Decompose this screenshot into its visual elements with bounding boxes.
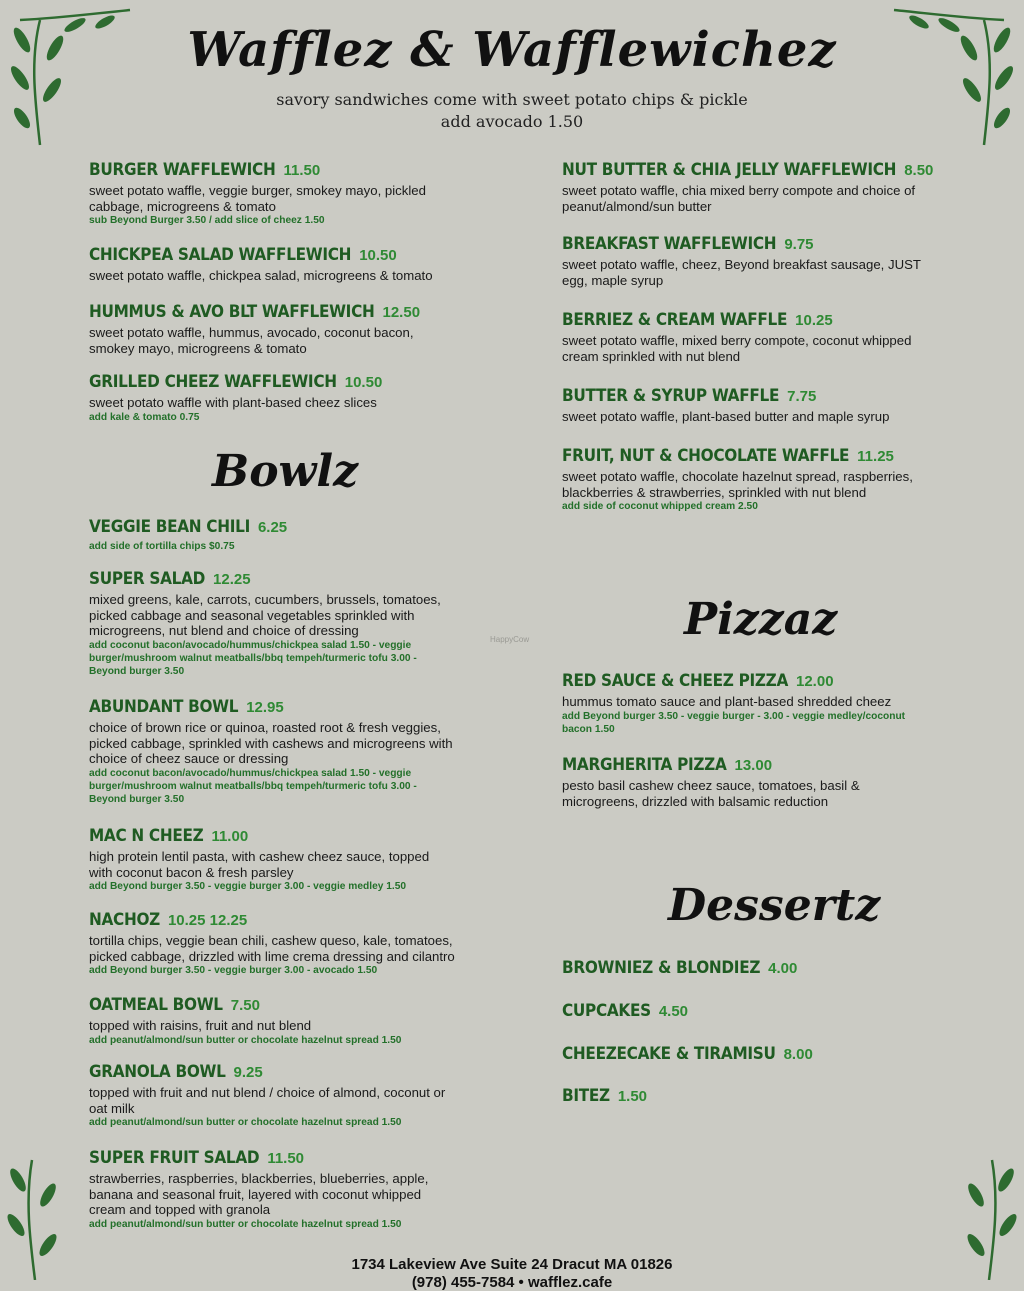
menu-item-price: 13.00 <box>734 757 773 774</box>
menu-item-addon: add side of coconut whipped cream 2.50 <box>562 501 758 512</box>
menu-item-header <box>89 995 489 1015</box>
menu-item-name: BURGER WAFFLEWICH <box>89 160 276 180</box>
menu-item-description: blackberries & strawberries, sprinkled with nut blend <box>562 484 867 500</box>
menu-item <box>562 234 962 288</box>
menu-item-description: picked cabbage, sprinkled with cashews and microgreens with <box>89 735 453 751</box>
menu-item <box>562 958 962 978</box>
menu-item-price: 11.00 <box>211 828 249 845</box>
menu-item-name: MAC N CHEEZ <box>89 826 204 846</box>
menu-item-addon: sub Beyond Burger 3.50 / add slice of cheez 1.50 <box>89 215 325 226</box>
section-title-pizzaz: Pizzaz <box>684 594 838 645</box>
menu-item-name: SUPER SALAD <box>89 569 206 589</box>
menu-item-description: smokey mayo, microgreens & tomato <box>89 340 307 356</box>
menu-item <box>562 1086 962 1106</box>
menu-item-name: BROWNIEZ & BLONDIEZ <box>562 958 761 978</box>
menu-item-description: mixed greens, kale, carrots, cucumbers, brussels, tomatoes, <box>89 592 441 607</box>
menu-item <box>89 910 489 977</box>
menu-item-description: high protein lentil pasta, with cashew cheez sauce, topped <box>89 849 430 864</box>
menu-item-name: BUTTER & SYRUP WAFFLE <box>562 386 780 406</box>
menu-item-description: sweet potato waffle, hummus, avocado, coconut bacon, <box>89 325 414 340</box>
menu-item-description: picked cabbage, drizzled with lime crema dressing and cilantro <box>89 948 455 964</box>
menu-item <box>562 1001 962 1021</box>
menu-item-header <box>89 517 489 537</box>
menu-item-name: VEGGIE BEAN CHILI <box>89 517 250 537</box>
menu-item-price: 10.25 12.25 <box>167 912 248 929</box>
menu-item-addon: Beyond burger 3.50 <box>89 793 185 805</box>
menu-item-addon: add peanut/almond/sun butter or chocolate hazelnut spread 1.50 <box>89 1218 402 1230</box>
menu-item-name: CUPCAKES <box>562 1001 651 1021</box>
menu-item-addon: add peanut/almond/sun butter or chocolate hazelnut spread 1.50 <box>89 1034 402 1046</box>
menu-item-header <box>89 372 489 392</box>
menu-item-price: 12.25 <box>213 571 251 588</box>
menu-item-addon: add kale & tomato 0.75 <box>89 411 200 423</box>
menu-item <box>562 446 962 513</box>
menu-item-price: 10.25 <box>795 312 833 329</box>
menu-item-header <box>562 386 962 406</box>
menu-item-description: hummus tomato sauce and plant-based shredded cheez <box>562 694 892 709</box>
menu-item-price: 12.50 <box>382 304 421 321</box>
menu-item-header <box>562 310 962 330</box>
menu-item-name: NUT BUTTER & CHIA JELLY WAFFLEWICH <box>562 160 897 180</box>
menu-item-name: BREAKFAST WAFFLEWICH <box>562 234 777 254</box>
menu-item-name: ABUNDANT BOWL <box>89 697 239 717</box>
menu-item-price: 10.50 <box>344 374 383 391</box>
menu-item-name: BERRIEZ & CREAM WAFFLE <box>562 310 788 330</box>
menu-item-price: 7.50 <box>230 997 260 1014</box>
menu-item-description: sweet potato waffle, plant-based butter and maple syrup <box>562 409 890 424</box>
menu-item-description: sweet potato waffle, chocolate hazelnut spread, raspberries, <box>562 469 913 484</box>
menu-item-description: sweet potato waffle, chickpea salad, microgreens & tomato <box>89 268 433 283</box>
menu-item-addon: add coconut bacon/avocado/hummus/chickpea salad 1.50 - veggie <box>89 639 412 651</box>
menu-item-description: with coconut bacon & fresh parsley <box>89 864 294 880</box>
menu-item-addon: add coconut bacon/avocado/hummus/chickpea salad 1.50 - veggie <box>89 767 412 779</box>
menu-item-header <box>562 671 962 691</box>
watermark: HappyCow <box>490 635 530 644</box>
menu-item-header <box>89 910 489 930</box>
menu-item-addon: burger/mushroom walnut meatballs/bbq tempeh/turmeric tofu 3.00 - <box>89 652 417 664</box>
menu-item-addon: bacon 1.50 <box>562 723 615 735</box>
menu-item <box>89 1062 489 1129</box>
menu-item-description: microgreens, drizzled with balsamic reduction <box>562 793 829 809</box>
menu-item-header <box>89 1148 489 1168</box>
subtitle: savory sandwiches come with sweet potato chips & pickle <box>276 90 748 109</box>
menu-item-price: 6.25 <box>257 519 288 536</box>
menu-item-description: microgreens, nut blend and choice of dressing <box>89 623 359 638</box>
menu-item-description: sweet potato waffle with plant-based cheez slices <box>89 395 377 410</box>
menu-item-header <box>562 1086 962 1106</box>
menu-item-name: FRUIT, NUT & CHOCOLATE WAFFLE <box>562 446 850 466</box>
menu-item-header <box>562 1044 962 1064</box>
menu-item-price: 1.50 <box>617 1088 648 1105</box>
menu-item-description: sweet potato waffle, cheez, Beyond breakfast sausage, JUST <box>562 257 921 272</box>
menu-item-description: cabbage, microgreens & tomato <box>89 198 276 214</box>
menu-item-description: choice of brown rice or quinoa, roasted root & fresh veggies, <box>89 720 441 735</box>
menu-item-addon: add Beyond burger 3.50 - veggie burger - 3.00 - veggie medley/coconut <box>562 710 906 722</box>
footer-phone: (978) 455-7584 • wafflez.cafe <box>411 1274 613 1291</box>
page-title: Wafflez & Wafflewichez <box>187 22 837 78</box>
menu-item-description: sweet potato waffle, veggie burger, smokey mayo, pickled <box>89 183 426 198</box>
menu-item-description: picked cabbage and seasonal vegetables sprinkled with <box>89 607 415 623</box>
menu-item-header <box>562 234 962 254</box>
menu-item-header <box>89 302 489 322</box>
menu-item <box>562 671 962 736</box>
menu-item-addon: burger/mushroom walnut meatballs/bbq tempeh/turmeric tofu 3.00 - <box>89 780 417 792</box>
menu-item-name: MARGHERITA PIZZA <box>562 755 727 775</box>
menu-item-description: sweet potato waffle, chia mixed berry compote and choice of <box>562 183 916 198</box>
menu-item-header <box>562 958 962 978</box>
menu-item-description: banana and seasonal fruit, layered with coconut whipped <box>89 1186 422 1202</box>
menu-item <box>89 569 489 678</box>
menu-item-price: 7.75 <box>787 388 817 405</box>
menu-item-addon: add Beyond burger 3.50 - veggie burger 3.00 - veggie medley 1.50 <box>89 881 407 892</box>
section-title-dessertz: Dessertz <box>668 880 881 931</box>
menu-item-header <box>562 446 962 466</box>
menu-item-price: 8.00 <box>783 1046 813 1063</box>
menu-item <box>89 826 489 893</box>
menu-item-name: CHICKPEA SALAD WAFFLEWICH <box>89 245 352 265</box>
menu-item-description: egg, maple syrup <box>562 272 664 288</box>
menu-item-price: 9.25 <box>233 1064 263 1081</box>
menu-item-description: topped with fruit and nut blend / choice of almond, coconut or <box>89 1085 446 1100</box>
menu-item <box>89 302 489 356</box>
menu-item-addon: add side of tortilla chips $0.75 <box>89 541 235 552</box>
menu-item-description: cream and topped with granola <box>89 1202 271 1217</box>
menu-item-header <box>89 245 489 265</box>
menu-item-price: 12.95 <box>246 699 284 716</box>
menu-item-header <box>562 160 962 180</box>
menu-item <box>89 1148 489 1231</box>
menu-item-addon: Beyond burger 3.50 <box>89 665 185 677</box>
menu-item-description: topped with raisins, fruit and nut blend <box>89 1018 312 1033</box>
menu-item-description: cream sprinkled with nut blend <box>562 348 741 364</box>
menu-item <box>562 1044 962 1064</box>
menu-item-description: strawberries, raspberries, blackberries, blueberries, apple, <box>89 1171 429 1186</box>
menu-item-price: 10.50 <box>359 247 397 264</box>
footer-address: 1734 Lakeview Ave Suite 24 Dracut MA 01826 <box>351 1256 673 1273</box>
menu-item-header <box>562 755 962 775</box>
menu-item-name: BITEZ <box>562 1086 610 1106</box>
menu-item-addon: add Beyond burger 3.50 - veggie burger 3.00 - avocado 1.50 <box>89 965 378 976</box>
menu-item-header <box>89 1062 489 1082</box>
menu-item-name: GRANOLA BOWL <box>89 1062 226 1082</box>
menu-item-header <box>89 697 489 717</box>
menu-item-price: 4.50 <box>658 1003 689 1020</box>
menu-item <box>89 245 489 284</box>
menu-item <box>89 517 489 553</box>
menu-item-description: oat milk <box>89 1100 135 1116</box>
menu-item-name: CHEEZECAKE & TIRAMISU <box>562 1044 776 1064</box>
menu-item-price: 4.00 <box>768 960 798 977</box>
menu-item-name: SUPER FRUIT SALAD <box>89 1148 260 1168</box>
menu-item-name: RED SAUCE & CHEEZ PIZZA <box>562 671 788 691</box>
menu-item-name: GRILLED CHEEZ WAFFLEWICH <box>89 372 337 392</box>
menu-item-header <box>89 160 489 180</box>
menu-item-header <box>89 569 489 589</box>
menu-item <box>89 160 489 227</box>
menu-item-name: NACHOZ <box>89 910 160 930</box>
menu-item-description: choice of cheez sauce or dressing <box>89 751 289 766</box>
menu-item-price: 8.50 <box>904 162 934 179</box>
menu-item-price: 11.50 <box>283 162 321 179</box>
menu-item-addon: add peanut/almond/sun butter or chocolate hazelnut spread 1.50 <box>89 1117 402 1128</box>
menu-item <box>562 386 962 425</box>
menu-item-price: 11.25 <box>857 448 894 465</box>
menu-item-header <box>89 826 489 846</box>
menu-item-description: tortilla chips, veggie bean chili, cashew queso, kale, tomatoes, <box>89 933 453 948</box>
menu-item-name: HUMMUS & AVO BLT WAFFLEWICH <box>89 302 375 322</box>
menu-item <box>89 697 489 806</box>
menu-item-price: 12.00 <box>796 673 834 690</box>
menu-item-description: sweet potato waffle, mixed berry compote, coconut whipped <box>562 333 912 348</box>
subtitle-avocado: add avocado 1.50 <box>440 112 584 131</box>
menu-item-price: 11.50 <box>267 1150 305 1167</box>
menu-item-description: peanut/almond/sun butter <box>562 198 712 214</box>
menu-item-description: pesto basil cashew cheez sauce, tomatoes, basil & <box>562 778 860 793</box>
menu-item <box>89 995 489 1047</box>
menu-item <box>562 755 962 809</box>
section-title-bowlz: Bowlz <box>212 446 359 497</box>
menu-item <box>89 372 489 424</box>
menu-item-header <box>562 1001 962 1021</box>
menu-item-name: OATMEAL BOWL <box>89 995 223 1015</box>
menu-item <box>562 310 962 364</box>
menu-item <box>562 160 962 214</box>
menu-item-price: 9.75 <box>784 236 814 253</box>
